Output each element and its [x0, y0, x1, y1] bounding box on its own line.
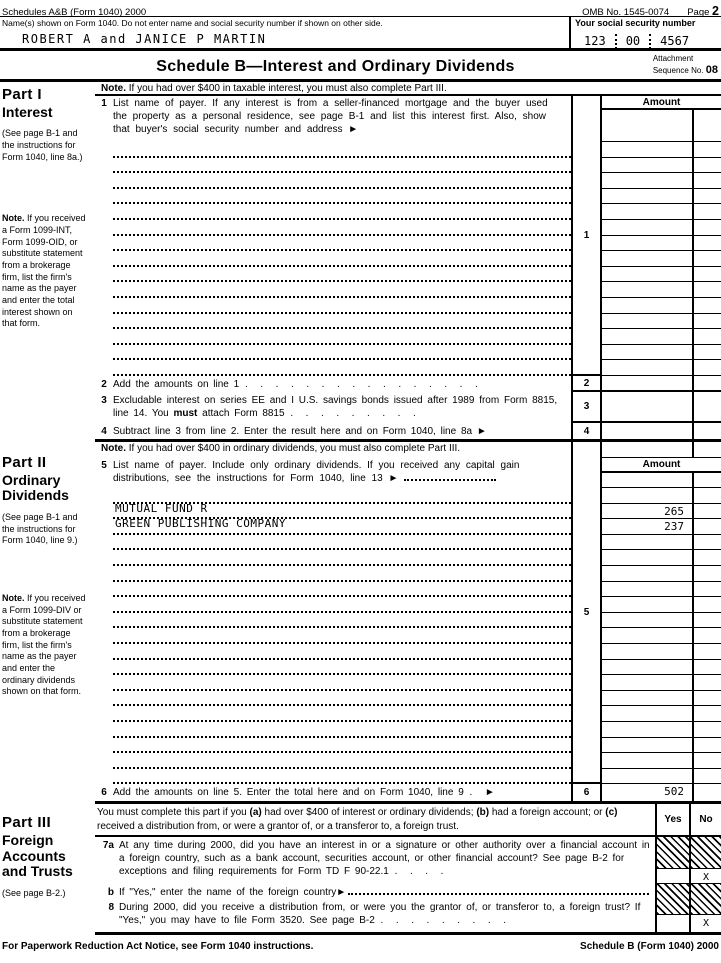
part3-questions: [95, 837, 655, 932]
amount-cents: [692, 298, 721, 313]
amount-cents: [692, 753, 721, 768]
line5-amount-top-cell[interactable]: [602, 473, 721, 488]
amount-row[interactable]: [602, 236, 721, 252]
hatched-cell: [657, 837, 689, 869]
line5-box-number: 5: [573, 442, 600, 784]
payer-entry-line[interactable]: [113, 329, 571, 345]
amount-dollars: [602, 173, 692, 188]
line6-box-number: 6: [583, 787, 590, 799]
name-field[interactable]: ROBERT A and JANICE P MARTIN: [22, 32, 267, 47]
title-row: [0, 51, 721, 82]
line1-instruction: [95, 96, 571, 142]
payer-entry-line[interactable]: [113, 282, 571, 298]
amount-cents: [692, 173, 721, 188]
amount-row[interactable]: [602, 582, 721, 598]
right-arrow-icon: ►: [348, 124, 359, 135]
line7a-no-answer[interactable]: X: [691, 869, 721, 884]
amount-row[interactable]: [602, 738, 721, 754]
payer-entry-line[interactable]: [113, 519, 571, 535]
amount-row[interactable]: [602, 251, 721, 267]
part3-intro-text: You must complete this part if you (a) had over $400 of interest or ordinary dividends; (b) had a foreign account; or (c) received a distribution from, or were a grantor of, or a transferor to, a foreign trust.: [97, 807, 618, 833]
amount-row[interactable]: [602, 706, 721, 722]
amount-dollars: [602, 110, 692, 141]
part2-payer-lines: [95, 488, 571, 784]
amount-row[interactable]: [602, 142, 721, 158]
amount-cents: [692, 473, 721, 487]
part2-linenum-column: [571, 442, 600, 801]
page-number: Page 2: [687, 4, 719, 18]
attachment-sequence: Attachment Sequence No. 08: [652, 54, 718, 76]
amount-row[interactable]: [602, 488, 721, 504]
amount-row[interactable]: [602, 360, 721, 376]
payer-name: GREEN PUBLISHING COMPANY: [115, 517, 286, 531]
amount-dollars: [602, 220, 692, 235]
payer-entry-line[interactable]: [113, 722, 571, 738]
payer-entry-line[interactable]: [113, 142, 571, 158]
part2-top-note: Note. If you had over $400 in ordinary dividends, you must also complete Part III.: [101, 443, 461, 454]
payer-entry-line[interactable]: [113, 204, 571, 220]
payer-entry-line[interactable]: [113, 582, 571, 598]
amount-cents: [692, 566, 721, 581]
payer-entry-line[interactable]: [113, 236, 571, 252]
part1-see-note: (See page B-1 and the instructions for Form 1040, line 8a.): [2, 128, 83, 162]
payer-entry-line[interactable]: [113, 298, 571, 314]
amount-cents: [692, 142, 721, 157]
amount-cents: [692, 423, 721, 439]
part1-amount-rows: [602, 142, 721, 376]
line2-amount[interactable]: [602, 376, 721, 392]
line2-text: Add the amounts on line 1 . . . . . . . . . . . . . . . .: [113, 378, 479, 390]
amount-dollars: 265: [664, 504, 684, 518]
line7b-number: b: [107, 887, 114, 899]
amount-dollars: [602, 691, 692, 706]
amount-dollars: [602, 675, 692, 690]
ssn-serial: 4567: [649, 34, 698, 50]
amount-dollars: [602, 597, 692, 612]
amount-dollars: [602, 706, 692, 721]
payer-entry-line[interactable]: [113, 597, 571, 613]
amount-row[interactable]: [602, 753, 721, 769]
amount-cents: [692, 345, 721, 360]
line2-row: [95, 376, 571, 392]
line8-no-answer[interactable]: X: [702, 918, 710, 930]
amount-dollars: [602, 722, 692, 737]
line7b-question: [95, 886, 655, 901]
line7a-yes-answer[interactable]: [657, 869, 689, 884]
amount-dollars: [602, 392, 692, 421]
amount-cents: [692, 769, 721, 784]
part3-intro-row: [95, 804, 721, 837]
part2-heading: Ordinary Dividends: [2, 471, 69, 504]
part3-main: [95, 804, 721, 935]
line6-amount[interactable]: [602, 784, 721, 801]
amount-cents: [692, 376, 721, 390]
part1-label: Part I: [2, 86, 42, 103]
line6-row: [95, 784, 571, 801]
line4-number: 4: [101, 425, 107, 437]
amount-dollars: [602, 488, 692, 503]
line5-number: 5: [101, 460, 107, 471]
no-column-header: No: [689, 804, 721, 835]
payer-name: MUTUAL FUND R: [115, 501, 208, 515]
payer-entry-line[interactable]: [113, 660, 571, 676]
amount-row[interactable]: [602, 282, 721, 298]
amount-cents: [692, 204, 721, 219]
amount-cents: [692, 597, 721, 612]
amount-dollars: [602, 267, 692, 282]
part1-amount-column: [600, 96, 721, 439]
page-title: Schedule B—Interest and Ordinary Dividends: [156, 58, 515, 75]
amount-row[interactable]: [602, 613, 721, 629]
line3-row: [95, 392, 571, 423]
amount-dollars: [602, 236, 692, 251]
part3-heading: Foreign Accounts and Trusts: [2, 831, 73, 880]
amount-cents: [692, 504, 721, 519]
amount-row[interactable]: [602, 298, 721, 314]
amount-cents: [692, 110, 721, 141]
amount-cents: [692, 488, 721, 503]
part2-side-note: Note. If you received a Form 1099-DIV or substitute statement from a brokerage firm, list the firm's name as the payer and enter the ordinary dividends shown on that form.: [2, 592, 86, 697]
line7a-question: [95, 839, 655, 886]
payer-entry-line[interactable]: [113, 706, 571, 722]
line1-box-number: 1: [573, 96, 600, 376]
amount-row[interactable]: [602, 329, 721, 345]
part3-sidebar: [0, 804, 95, 935]
amount-cents: [692, 360, 721, 375]
amount-row[interactable]: [602, 314, 721, 330]
amount-row[interactable]: [602, 722, 721, 738]
payer-entry-line[interactable]: [113, 220, 571, 236]
line3-text: Excludable interest on series EE and I U.S. savings bonds issued after 1989 from Form 8815, line 14. You must attach Form 8815 . . . . . . . . .: [113, 394, 558, 419]
amount-row[interactable]: [602, 675, 721, 691]
line4-row: [95, 423, 571, 439]
no-column: [689, 837, 721, 932]
amount-cents: [692, 738, 721, 753]
omb-number: OMB No. 1545-0074: [582, 7, 670, 18]
amount-row[interactable]: [602, 597, 721, 613]
payer-entry-line[interactable]: [113, 644, 571, 660]
yes-column: [655, 837, 689, 932]
amount-row[interactable]: [602, 504, 721, 520]
payer-entry-line[interactable]: [113, 566, 571, 582]
amount-row[interactable]: [602, 345, 721, 361]
amount-cents: [692, 550, 721, 565]
part2-label: Part II: [2, 454, 47, 471]
amount-dollars: [602, 314, 692, 329]
line7a-number: 7a: [102, 840, 114, 852]
amount-dollars: [602, 550, 692, 565]
part1-grid: [95, 96, 721, 442]
amount-row[interactable]: [602, 535, 721, 551]
right-arrow-icon: ►: [476, 425, 487, 437]
part2-grid: [95, 442, 721, 804]
line1-text: List name of payer. If any interest is from a seller-financed mortgage and the buyer used the property as a personal residence, see page B-1 and list this interest first. Also, show that buyer's social security number and address ►: [113, 98, 548, 135]
payer-entry-line[interactable]: [113, 345, 571, 361]
amount-dollars: [602, 142, 692, 157]
line3-box-number: 3: [573, 392, 600, 423]
part3-section: [0, 804, 721, 935]
form-footer-id: Schedule B (Form 1040) 2000: [580, 941, 719, 953]
amount-cents: [692, 314, 721, 329]
part1-payer-lines: [95, 142, 571, 376]
payer-entry-line[interactable]: [113, 691, 571, 707]
part3-grid: [95, 804, 721, 935]
payer-entry-line[interactable]: [113, 769, 571, 785]
part1-amount-header: Amount: [602, 96, 721, 110]
amount-row[interactable]: [602, 769, 721, 785]
amount-cents: [692, 267, 721, 282]
line8-number: 8: [108, 902, 114, 914]
amount-dollars: [602, 613, 692, 628]
payer-entry-line[interactable]: [113, 613, 571, 629]
amount-cents: [692, 691, 721, 706]
hatched-cell: [691, 837, 721, 869]
amount-dollars: [602, 345, 692, 360]
line7b-text: If "Yes," enter the name of the foreign country ►: [119, 886, 655, 901]
amount-dollars: [602, 282, 692, 297]
line6-text: Add the amounts on line 5. Enter the total here and on Form 1040, line 9 . ►: [113, 787, 495, 799]
payer-entry-line[interactable]: [113, 628, 571, 644]
name-label: Name(s) shown on Form 1040. Do not enter name and social security number if shown on other side.: [2, 18, 383, 28]
amount-dollars: [602, 329, 692, 344]
line5-entry-line[interactable]: [404, 472, 496, 481]
amount-cents: [692, 722, 721, 737]
right-arrow-icon: ►: [336, 887, 347, 899]
line8-yes-answer[interactable]: [657, 915, 689, 930]
payer-entry-line[interactable]: [113, 360, 571, 376]
line1-number: 1: [101, 98, 107, 109]
amount-row[interactable]: [602, 691, 721, 707]
amount-cents: [692, 582, 721, 597]
payer-entry-line[interactable]: [113, 314, 571, 330]
amount-cents: [692, 220, 721, 235]
amount-dollars: 502: [664, 785, 684, 799]
amount-dollars: [602, 423, 692, 439]
amount-row[interactable]: [602, 644, 721, 660]
part2-amount-column: [600, 442, 721, 801]
amount-row[interactable]: [602, 173, 721, 189]
amount-cents: [692, 329, 721, 344]
amount-cents: [692, 158, 721, 173]
part1-linenum-column: [571, 96, 600, 439]
ssn-area: 123: [584, 33, 606, 48]
amount-dollars: [602, 204, 692, 219]
ssn-group: 00: [615, 34, 649, 50]
line7a-text: At any time during 2000, did you have an interest in or a signature or other authority over a financial account in a foreign country, such as a bank account, securities account, or other financial account? See page B-2 for exceptions and filing requirements for Form TD F 90-22.1 . . . .: [119, 840, 650, 878]
amount-row[interactable]: [602, 519, 721, 535]
part1-text-column: [95, 96, 571, 439]
amount-cents: [692, 660, 721, 675]
payer-entry-line[interactable]: [113, 158, 571, 174]
part1-heading: Interest: [2, 103, 53, 120]
part2-section: [0, 442, 721, 804]
ssn-field[interactable]: [575, 34, 717, 50]
part3-see-note: (See page B-2.): [2, 887, 66, 898]
hatched-cell: [657, 884, 689, 915]
yes-column-header: Yes: [655, 804, 689, 835]
ssn-label: Your social security number: [575, 18, 696, 28]
payer-entry-line[interactable]: [113, 738, 571, 754]
line3-number: 3: [101, 394, 107, 406]
line4-amount[interactable]: [602, 423, 721, 439]
amount-cents: [692, 675, 721, 690]
amount-dollars: [602, 769, 692, 784]
amount-row[interactable]: [602, 220, 721, 236]
line5-instruction: [95, 458, 571, 488]
amount-cents: [692, 442, 721, 457]
part1-main: [95, 82, 721, 442]
amount-cents: [692, 282, 721, 297]
amount-dollars: [602, 473, 692, 487]
amount-dollars: [602, 158, 692, 173]
amount-dollars: [602, 628, 692, 643]
amount-row[interactable]: [602, 566, 721, 582]
line4-text: Subtract line 3 from line 2. Enter the result here and on Form 1040, line 8a ►: [113, 425, 487, 437]
payer-entry-line[interactable]: [113, 267, 571, 283]
amount-dollars: [602, 644, 692, 659]
amount-cents: [692, 613, 721, 628]
ssn-cell: [569, 17, 721, 48]
line3-amount[interactable]: [602, 392, 721, 423]
part2-note-spacer-cell: [602, 442, 721, 458]
line2-box-number: 2: [573, 376, 600, 392]
name-ssn-row: [0, 17, 721, 51]
line1-amount-top-cell[interactable]: [602, 110, 721, 142]
amount-dollars: [602, 660, 692, 675]
amount-cents: [692, 519, 721, 534]
payer-entry-line[interactable]: [113, 173, 571, 189]
part2-text-column: [95, 442, 571, 801]
amount-dollars: 237: [664, 520, 684, 534]
amount-dollars: [602, 376, 692, 390]
line8-question: [95, 901, 655, 932]
part1-top-note: Note. If you had over $400 in taxable interest, you must also complete Part III.: [95, 82, 721, 96]
amount-cents: [692, 392, 721, 421]
payer-entry-line[interactable]: [113, 189, 571, 205]
form-id: Schedules A&B (Form 1040) 2000: [2, 7, 147, 18]
amount-cents: [692, 236, 721, 251]
payer-entry-line[interactable]: [113, 251, 571, 267]
foreign-country-entry-line[interactable]: [348, 886, 649, 895]
part2-main: [95, 442, 721, 804]
right-arrow-icon: ►: [388, 473, 399, 484]
line5-text: List name of payer. Include only ordinary dividends. If you received any capital gain distributions, see the instructions for Form 1040, line 13 ►: [113, 460, 520, 484]
part1-sidebar: [0, 82, 95, 442]
part2-amount-rows: [602, 488, 721, 784]
amount-dollars: [602, 360, 692, 375]
amount-row[interactable]: [602, 660, 721, 676]
amount-dollars: [602, 535, 692, 550]
payer-entry-line[interactable]: [113, 675, 571, 691]
amount-cents: [692, 535, 721, 550]
hatched-cell: [691, 884, 721, 915]
amount-row[interactable]: [602, 628, 721, 644]
amount-cents: [692, 189, 721, 204]
part3-label: Part III: [2, 814, 52, 832]
amount-row[interactable]: [602, 267, 721, 283]
name-cell: [0, 17, 569, 48]
line4-box-number: 4: [583, 425, 590, 437]
form-footer: [0, 935, 721, 953]
line2-number: 2: [101, 378, 107, 390]
amount-row[interactable]: [602, 204, 721, 220]
amount-row[interactable]: [602, 189, 721, 205]
amount-dollars: [602, 298, 692, 313]
amount-dollars: [602, 566, 692, 581]
part1-side-note: Note. If you received a Form 1099-INT, Form 1099-OID, or substitute statement from a brokerage firm, list the firm's name as the payer and enter the total interest shown on that form.: [2, 213, 86, 329]
amount-dollars: [602, 251, 692, 266]
payer-entry-line[interactable]: [113, 535, 571, 551]
payer-entry-line[interactable]: [113, 753, 571, 769]
amount-cents: [692, 644, 721, 659]
amount-dollars: [602, 753, 692, 768]
part2-sidebar: [0, 442, 95, 804]
amount-dollars: [602, 582, 692, 597]
part2-see-note: (See page B-1 and the instructions for Form 1040, line 9.): [2, 511, 78, 546]
amount-cents: [692, 251, 721, 266]
part3-question-rows: [95, 837, 721, 932]
part2-amount-header: Amount: [602, 458, 721, 473]
amount-row[interactable]: [602, 550, 721, 566]
right-arrow-icon: ►: [484, 787, 495, 799]
amount-cents: [692, 784, 721, 801]
amount-cents: [692, 706, 721, 721]
amount-dollars: [602, 189, 692, 204]
form-header-row: [0, 0, 721, 17]
line8-text: During 2000, did you receive a distribution from, or were you the grantor of, or transferor to, a foreign trust? If "Yes," you may have to file Form 3520. See page B-2 . . . . . . . . .: [119, 902, 641, 927]
amount-cents: [692, 628, 721, 643]
line6-number: 6: [101, 787, 107, 799]
payer-entry-line[interactable]: [113, 550, 571, 566]
amount-row[interactable]: [602, 158, 721, 174]
paperwork-notice: For Paperwork Reduction Act Notice, see Form 1040 instructions.: [2, 941, 314, 953]
amount-dollars: [602, 738, 692, 753]
part1-section: [0, 82, 721, 442]
